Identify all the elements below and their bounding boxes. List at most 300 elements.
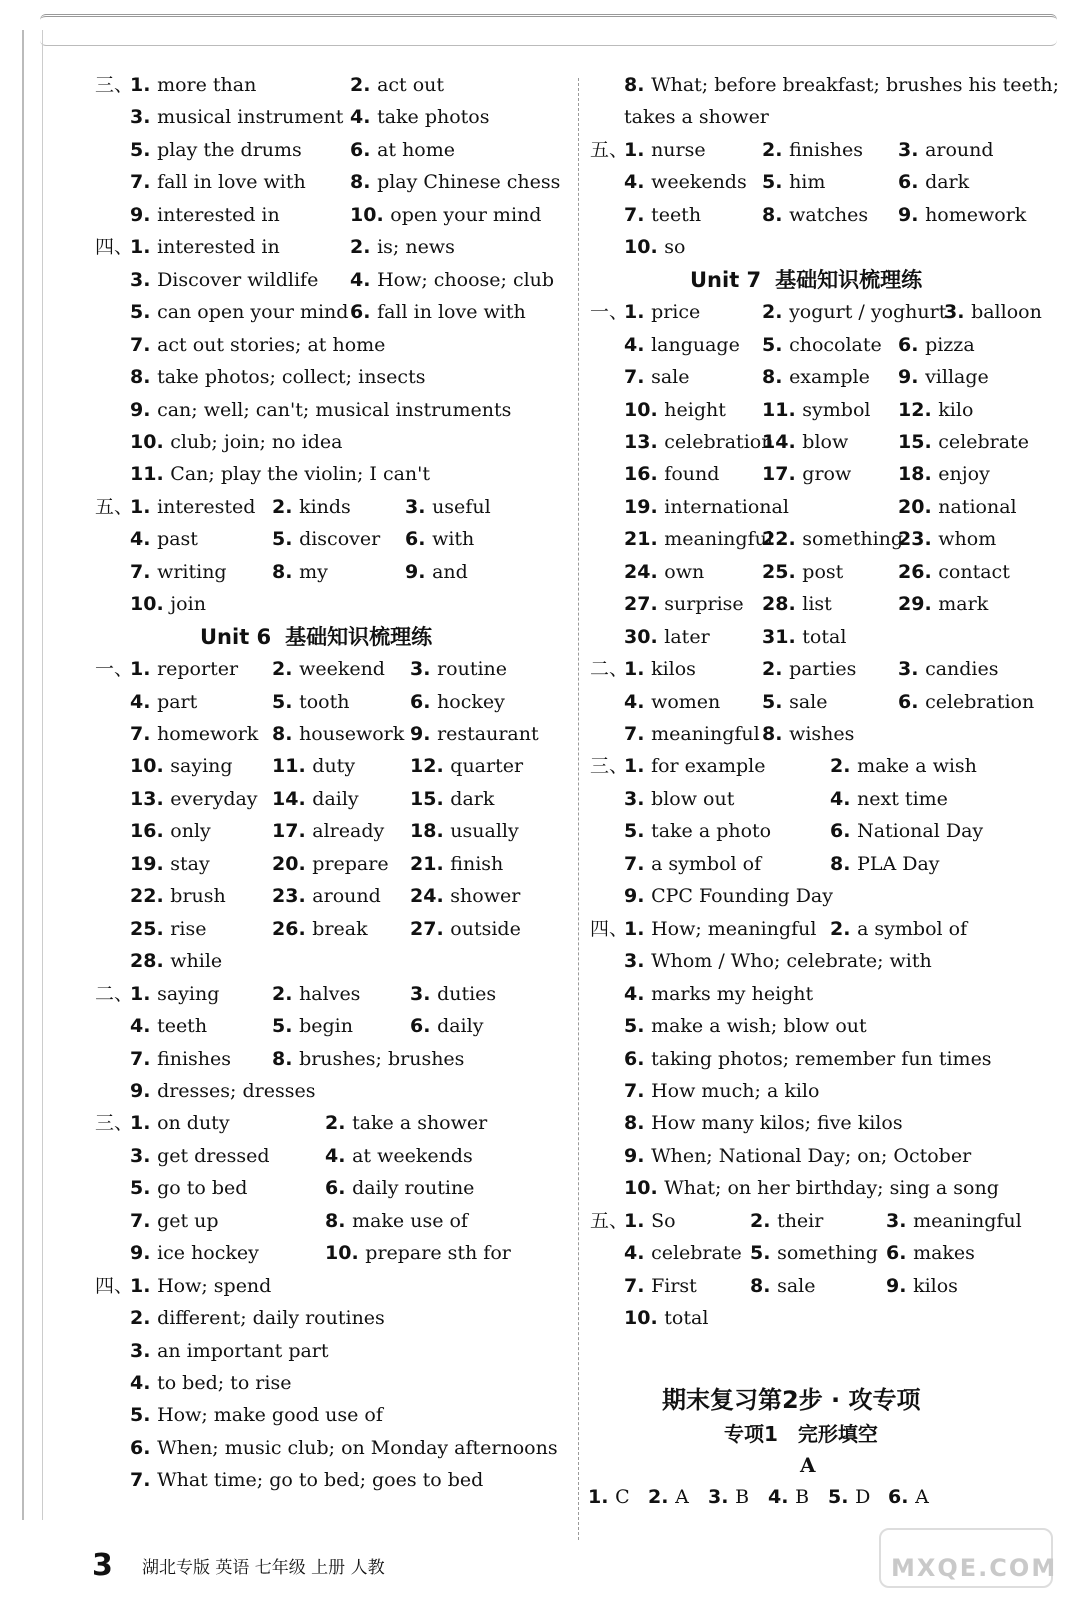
topic-heading [724, 1418, 878, 1447]
answer-text: brushes; brushes [299, 1047, 465, 1070]
answer-text: language [651, 333, 740, 356]
answer-text: prepare sth for [365, 1242, 511, 1265]
answer-text: past [157, 528, 198, 551]
answer-choice: C [615, 1486, 630, 1508]
answer-number: 5. [750, 1242, 778, 1265]
answer-number: 4. [130, 1372, 158, 1394]
answer-text: daily routine [352, 1177, 475, 1200]
answer-text: make a wish; blow out [651, 1015, 867, 1038]
answer-text: kilos [651, 658, 696, 681]
answer-text: part [157, 690, 198, 713]
topic-label: 专项1 [724, 1422, 778, 1446]
answer-number: 23. [272, 885, 313, 908]
answer-text: kilo [938, 398, 974, 421]
answer-text: How many kilos; five kilos [651, 1112, 903, 1135]
answer-text: him [789, 171, 826, 194]
answer-text: halves [299, 982, 361, 1005]
answer-text: enjoy [938, 463, 990, 486]
answer-item [898, 589, 988, 619]
answer-item [750, 1206, 823, 1236]
answer-number: 1. [624, 138, 652, 161]
answer-text: something [777, 1242, 878, 1265]
answer-number: 3. [898, 658, 926, 681]
answer-text: celebrate [651, 1242, 742, 1265]
answer-text: What time; go to bed; goes to bed [157, 1469, 484, 1492]
answer-number: 2. [272, 495, 300, 518]
answer-number: 6. [886, 1242, 914, 1265]
answer-item [762, 330, 882, 360]
answer-number: 17. [272, 820, 313, 843]
answer-number: 8. [350, 171, 378, 194]
answer-item [130, 1368, 291, 1398]
answer-item [624, 427, 773, 457]
answer-number: 27. [410, 917, 451, 940]
answer-item [830, 784, 948, 814]
section-marker: 二、 [590, 658, 629, 681]
answer-line [0, 395, 1075, 425]
answer-item [886, 1206, 1022, 1236]
answer-number: 1. [130, 658, 158, 681]
answer-number: 9. [130, 1079, 158, 1102]
answer-item [898, 459, 990, 489]
answer-number: 7. [130, 171, 158, 194]
answer-number: 6. [350, 301, 378, 324]
answer-text: fall in love with [157, 171, 306, 194]
answer-text: celebration [664, 430, 774, 453]
answer-item [898, 395, 973, 425]
answer-text: candies [925, 658, 999, 681]
answer-text: watches [789, 203, 869, 226]
answer-item [624, 1076, 819, 1106]
answer-number: 13. [624, 430, 665, 453]
answer-item [624, 1173, 999, 1203]
answer-text: CPC Founding Day [651, 885, 833, 908]
answer-text: outside [450, 917, 521, 940]
answer-text: take photos; collect; insects [157, 366, 426, 389]
answer-number: 9. [130, 398, 158, 421]
answer-text: mark [938, 593, 989, 616]
answer-item [624, 1271, 697, 1301]
answer-text: women [651, 690, 721, 713]
answer-number: 28. [130, 950, 171, 973]
answer-text: height [664, 398, 726, 421]
answer-number: 2. [762, 658, 790, 681]
answer-text: writing [157, 560, 227, 583]
answer-line [0, 654, 1075, 684]
answer-item [762, 167, 825, 197]
answer-line [0, 1433, 1075, 1463]
answer-number: 7. [130, 1047, 158, 1070]
answer-item [624, 70, 1059, 100]
answer-text: meaningful [664, 528, 773, 551]
answer-text: make use of [352, 1209, 468, 1232]
cloze-answer [588, 1482, 630, 1512]
answer-item [898, 362, 989, 392]
answer-item [624, 395, 726, 425]
answer-item [762, 200, 868, 230]
answer-text: saying [157, 982, 220, 1005]
answer-number: 10. [624, 398, 665, 421]
answer-item [624, 751, 765, 781]
answer-item [624, 589, 744, 619]
answer-line [0, 102, 1075, 132]
answer-text: How; spend [157, 1274, 272, 1297]
answer-text: club; join; no idea [170, 430, 343, 453]
answer-number: 18. [410, 820, 451, 843]
unit-title: Unit 7 [690, 267, 762, 292]
review-section-title: 期末复习第2步 · 攻专项 [662, 1386, 921, 1414]
answer-item [750, 1238, 878, 1268]
answer-text: takes a shower [624, 106, 769, 129]
answer-item [350, 265, 554, 295]
answer-number: 7. [624, 366, 652, 389]
answer-item [130, 265, 318, 295]
answer-text: routine [437, 658, 508, 681]
answer-line [0, 297, 1075, 327]
answer-number: 11. [130, 463, 171, 486]
answer-text: interested [157, 495, 256, 518]
answer-item [898, 524, 996, 554]
answer-text: rise [170, 917, 207, 940]
answer-number: 16. [624, 463, 665, 486]
answer-text: is; news [377, 236, 455, 259]
answer-number: 1. [624, 755, 652, 778]
answer-text: can open your mind [157, 301, 349, 324]
answer-item [624, 459, 719, 489]
answer-item [624, 1303, 708, 1333]
answer-text: hockey [437, 690, 505, 713]
answer-item [898, 427, 1029, 457]
answer-line [0, 459, 1075, 489]
answer-number: 4. [624, 171, 652, 194]
answer-number: 23. [898, 528, 939, 551]
answer-number: 10. [624, 1177, 665, 1200]
answer-number: 5. [762, 690, 790, 713]
answer-number: 2. [830, 755, 858, 778]
unit-heading [690, 265, 922, 295]
answer-item [762, 557, 843, 587]
answer-text: How; meaningful [651, 917, 817, 940]
answer-text: act out stories; at home [157, 333, 386, 356]
answer-line [0, 849, 1075, 879]
unit-title: Unit 6 [200, 624, 272, 649]
answer-text: everyday [170, 787, 258, 810]
answer-number: 6. [410, 1015, 438, 1038]
answer-number: 4. [130, 690, 158, 713]
answer-text: act out [377, 74, 445, 96]
answer-number: 2. [130, 1307, 158, 1330]
answer-item [130, 1465, 483, 1495]
answer-number: 1. [624, 1209, 652, 1232]
answer-text: Whom / Who; celebrate; with [651, 950, 932, 973]
answer-line [0, 687, 1075, 717]
cloze-answer [768, 1482, 809, 1512]
answer-text: balloon [971, 301, 1042, 324]
answer-number: 3. [944, 301, 972, 324]
answer-item [624, 1011, 867, 1041]
answer-text: tooth [299, 690, 350, 713]
answer-number: 13. [130, 787, 171, 810]
answer-text: example [789, 366, 870, 389]
answer-number: 9. [624, 885, 652, 908]
answer-text: How; make good use of [157, 1404, 383, 1427]
answer-number: 1. [624, 658, 652, 681]
answer-text: contact [938, 560, 1010, 583]
answer-text: symbol [802, 398, 871, 421]
answer-line [0, 784, 1075, 814]
section-marker: 五、 [95, 495, 134, 518]
answer-text: interested in [157, 236, 280, 259]
answer-number: 1. [130, 495, 158, 518]
answer-text: finishes [789, 138, 864, 161]
answer-item [624, 654, 696, 684]
answer-item [624, 881, 833, 911]
answer-line [0, 881, 1075, 911]
section-marker: 一、 [95, 658, 134, 681]
answer-number: 3. [898, 138, 926, 161]
answer-number: 8. [762, 366, 790, 389]
answer-number: 2. [272, 658, 300, 681]
answer-number: 2. [325, 1112, 353, 1135]
answer-text: First [651, 1274, 697, 1297]
answer-text: restaurant [437, 723, 539, 745]
answer-item [130, 1400, 383, 1430]
answer-text: international [664, 495, 789, 518]
answer-number: 6. [350, 138, 378, 161]
answer-text: celebration [925, 690, 1035, 713]
answer-number: 15. [410, 787, 451, 810]
answer-number: 2. [350, 74, 378, 96]
answer-number: 26. [272, 917, 313, 940]
answer-item [624, 914, 816, 944]
answer-text: to bed; to rise [157, 1372, 292, 1394]
answer-item [624, 297, 700, 327]
answer-text: price [651, 301, 701, 324]
answer-item [830, 914, 967, 944]
answer-text: and [432, 560, 468, 583]
answer-number: 3. [130, 268, 158, 291]
answer-number: 8. [750, 1274, 778, 1297]
answer-number: 7. [130, 560, 158, 583]
answer-number: 9. [898, 366, 926, 389]
answer-text: around [925, 138, 994, 161]
answer-number: 9. [624, 1144, 652, 1167]
answer-line [0, 946, 1075, 976]
section-marker: 一、 [590, 301, 629, 324]
answer-text: prepare [312, 852, 389, 875]
answer-text: National Day [857, 820, 984, 843]
answer-text: weekend [299, 658, 385, 681]
answer-line [0, 1303, 1075, 1333]
answer-text: stay [170, 852, 210, 875]
answer-line [0, 1141, 1075, 1171]
answer-number: 10. [350, 203, 391, 226]
answer-text: a symbol of [857, 917, 968, 940]
answer-number: 20. [272, 852, 313, 875]
answer-number: 1. [130, 982, 158, 1005]
unit-subtitle: 基础知识梳理练 [285, 624, 433, 649]
answer-item [886, 1271, 958, 1301]
answer-text: marks my height [651, 982, 814, 1005]
answer-number: 1. [588, 1486, 616, 1508]
footer-text: 湖北专版 英语 七年级 上册 人教 [141, 1558, 385, 1578]
answer-text: fall in love with [377, 301, 526, 324]
answer-item [762, 687, 827, 717]
answer-number: 3. [708, 1486, 736, 1508]
answer-text: PLA Day [857, 852, 940, 875]
answer-text: make a wish [857, 755, 977, 778]
answer-item [762, 135, 863, 165]
answer-text: around [312, 885, 381, 908]
answer-number: 27. [624, 593, 665, 616]
answer-choice: B [735, 1486, 750, 1508]
answer-item [624, 362, 689, 392]
answer-number: 25. [130, 917, 171, 940]
answer-text: get up [157, 1209, 219, 1232]
answer-item [624, 687, 720, 717]
answer-choice: D [855, 1486, 871, 1508]
answer-number: 8. [624, 1112, 652, 1135]
answer-text: saying [170, 755, 233, 778]
answer-number: 22. [762, 528, 803, 551]
answer-number: 16. [130, 820, 171, 843]
topic-name: 完形填空 [797, 1422, 878, 1446]
answer-number: 5. [130, 1404, 158, 1427]
answer-item [944, 297, 1042, 327]
answer-number: 5. [762, 171, 790, 194]
answer-text: play Chinese chess [377, 171, 561, 194]
answer-number: 3. [410, 658, 438, 681]
answer-text: sale [651, 366, 690, 389]
answer-item [898, 557, 1010, 587]
answer-number: 1. [130, 1274, 158, 1297]
answer-text: total [802, 625, 847, 648]
answer-text: list [802, 593, 832, 616]
answer-text: different; daily routines [157, 1307, 385, 1330]
answer-number: 14. [272, 787, 313, 810]
answer-number: 4. [130, 528, 158, 551]
answer-number: 3. [130, 1144, 158, 1167]
answer-number: 4. [130, 1015, 158, 1038]
answer-number: 10. [130, 430, 171, 453]
section-marker: 三、 [590, 755, 629, 778]
section-marker: 二、 [95, 982, 134, 1005]
answer-number: 9. [130, 1242, 158, 1265]
answer-text: more than [157, 74, 257, 96]
answer-number: 7. [624, 1079, 652, 1102]
answer-text: for example [651, 755, 766, 778]
answer-text: whom [938, 528, 997, 551]
answer-item [898, 135, 994, 165]
answer-number: 6. [898, 171, 926, 194]
answer-text: surprise [664, 593, 744, 616]
answer-number: 5. [624, 1015, 652, 1038]
answer-text: celebrate [938, 430, 1029, 453]
answer-text: while [170, 950, 223, 973]
answer-item [130, 1433, 558, 1463]
page-footer [92, 1548, 385, 1583]
answer-number: 1. [130, 236, 158, 259]
answer-item [886, 1238, 975, 1268]
answer-line [0, 232, 1075, 262]
answer-text: begin [299, 1015, 353, 1038]
answer-item [762, 427, 848, 457]
answer-number: 7. [130, 1209, 158, 1232]
cloze-answer [708, 1482, 749, 1512]
answer-text: take a photo [651, 820, 772, 843]
answer-text: at weekends [352, 1144, 473, 1167]
answer-number: 1. [130, 74, 158, 96]
answer-line [0, 979, 1075, 1009]
section-marker: 三、 [95, 1112, 134, 1135]
answer-number: 8. [325, 1209, 353, 1232]
answer-text: housework [299, 723, 405, 745]
answer-number: 6. [410, 690, 438, 713]
answer-text: later [664, 625, 710, 648]
answer-item [762, 654, 856, 684]
answer-number: 7. [624, 723, 652, 745]
answer-number: 10. [130, 755, 171, 778]
answer-text: weekends [651, 171, 747, 194]
answer-number: 9. [898, 203, 926, 226]
answer-item [898, 687, 1034, 717]
answer-choice: A [915, 1486, 929, 1508]
answer-text: already [312, 820, 385, 843]
answer-number: 7. [624, 852, 652, 875]
answer-choice: B [795, 1486, 810, 1508]
answer-text: teeth [651, 203, 702, 226]
answer-item [762, 297, 946, 327]
answer-number: 19. [624, 495, 665, 518]
answer-number: 20. [898, 495, 939, 518]
answer-text: play the drums [157, 138, 302, 161]
page-number: 3 [92, 1548, 113, 1583]
answer-text: Can; play the violin; I can't [170, 463, 431, 486]
answer-number: 9. [405, 560, 433, 583]
answer-item [830, 816, 983, 846]
answer-line [0, 427, 1075, 457]
answer-number: 4. [624, 333, 652, 356]
answer-text: homework [925, 203, 1027, 226]
answer-text: dark [925, 171, 970, 194]
answer-line [0, 330, 1075, 360]
section-marker: 四、 [590, 917, 629, 940]
answer-text: found [664, 463, 720, 486]
answer-number: 26. [898, 560, 939, 583]
answer-number: 5. [130, 301, 158, 324]
answer-text: grow [802, 463, 852, 486]
answer-number: 25. [762, 560, 803, 583]
answer-item [898, 200, 1026, 230]
answer-text: a symbol of [651, 852, 762, 875]
answer-text: sale [777, 1274, 816, 1297]
answer-item [762, 719, 854, 749]
answer-line [0, 1206, 1075, 1236]
answer-number: 1. [624, 917, 652, 940]
answer-number: 7. [130, 333, 158, 356]
answer-number: 8. [762, 723, 790, 745]
answer-item [830, 849, 940, 879]
answer-line [0, 719, 1075, 749]
answer-number: 3. [624, 950, 652, 973]
answer-number: 2. [830, 917, 858, 940]
section-marker: 三、 [95, 74, 134, 96]
answer-number: 2. [350, 236, 378, 259]
answer-text: an important part [157, 1339, 329, 1362]
answer-text: duty [312, 755, 356, 778]
answer-text: homework [157, 723, 259, 745]
answer-number: 10. [325, 1242, 366, 1265]
